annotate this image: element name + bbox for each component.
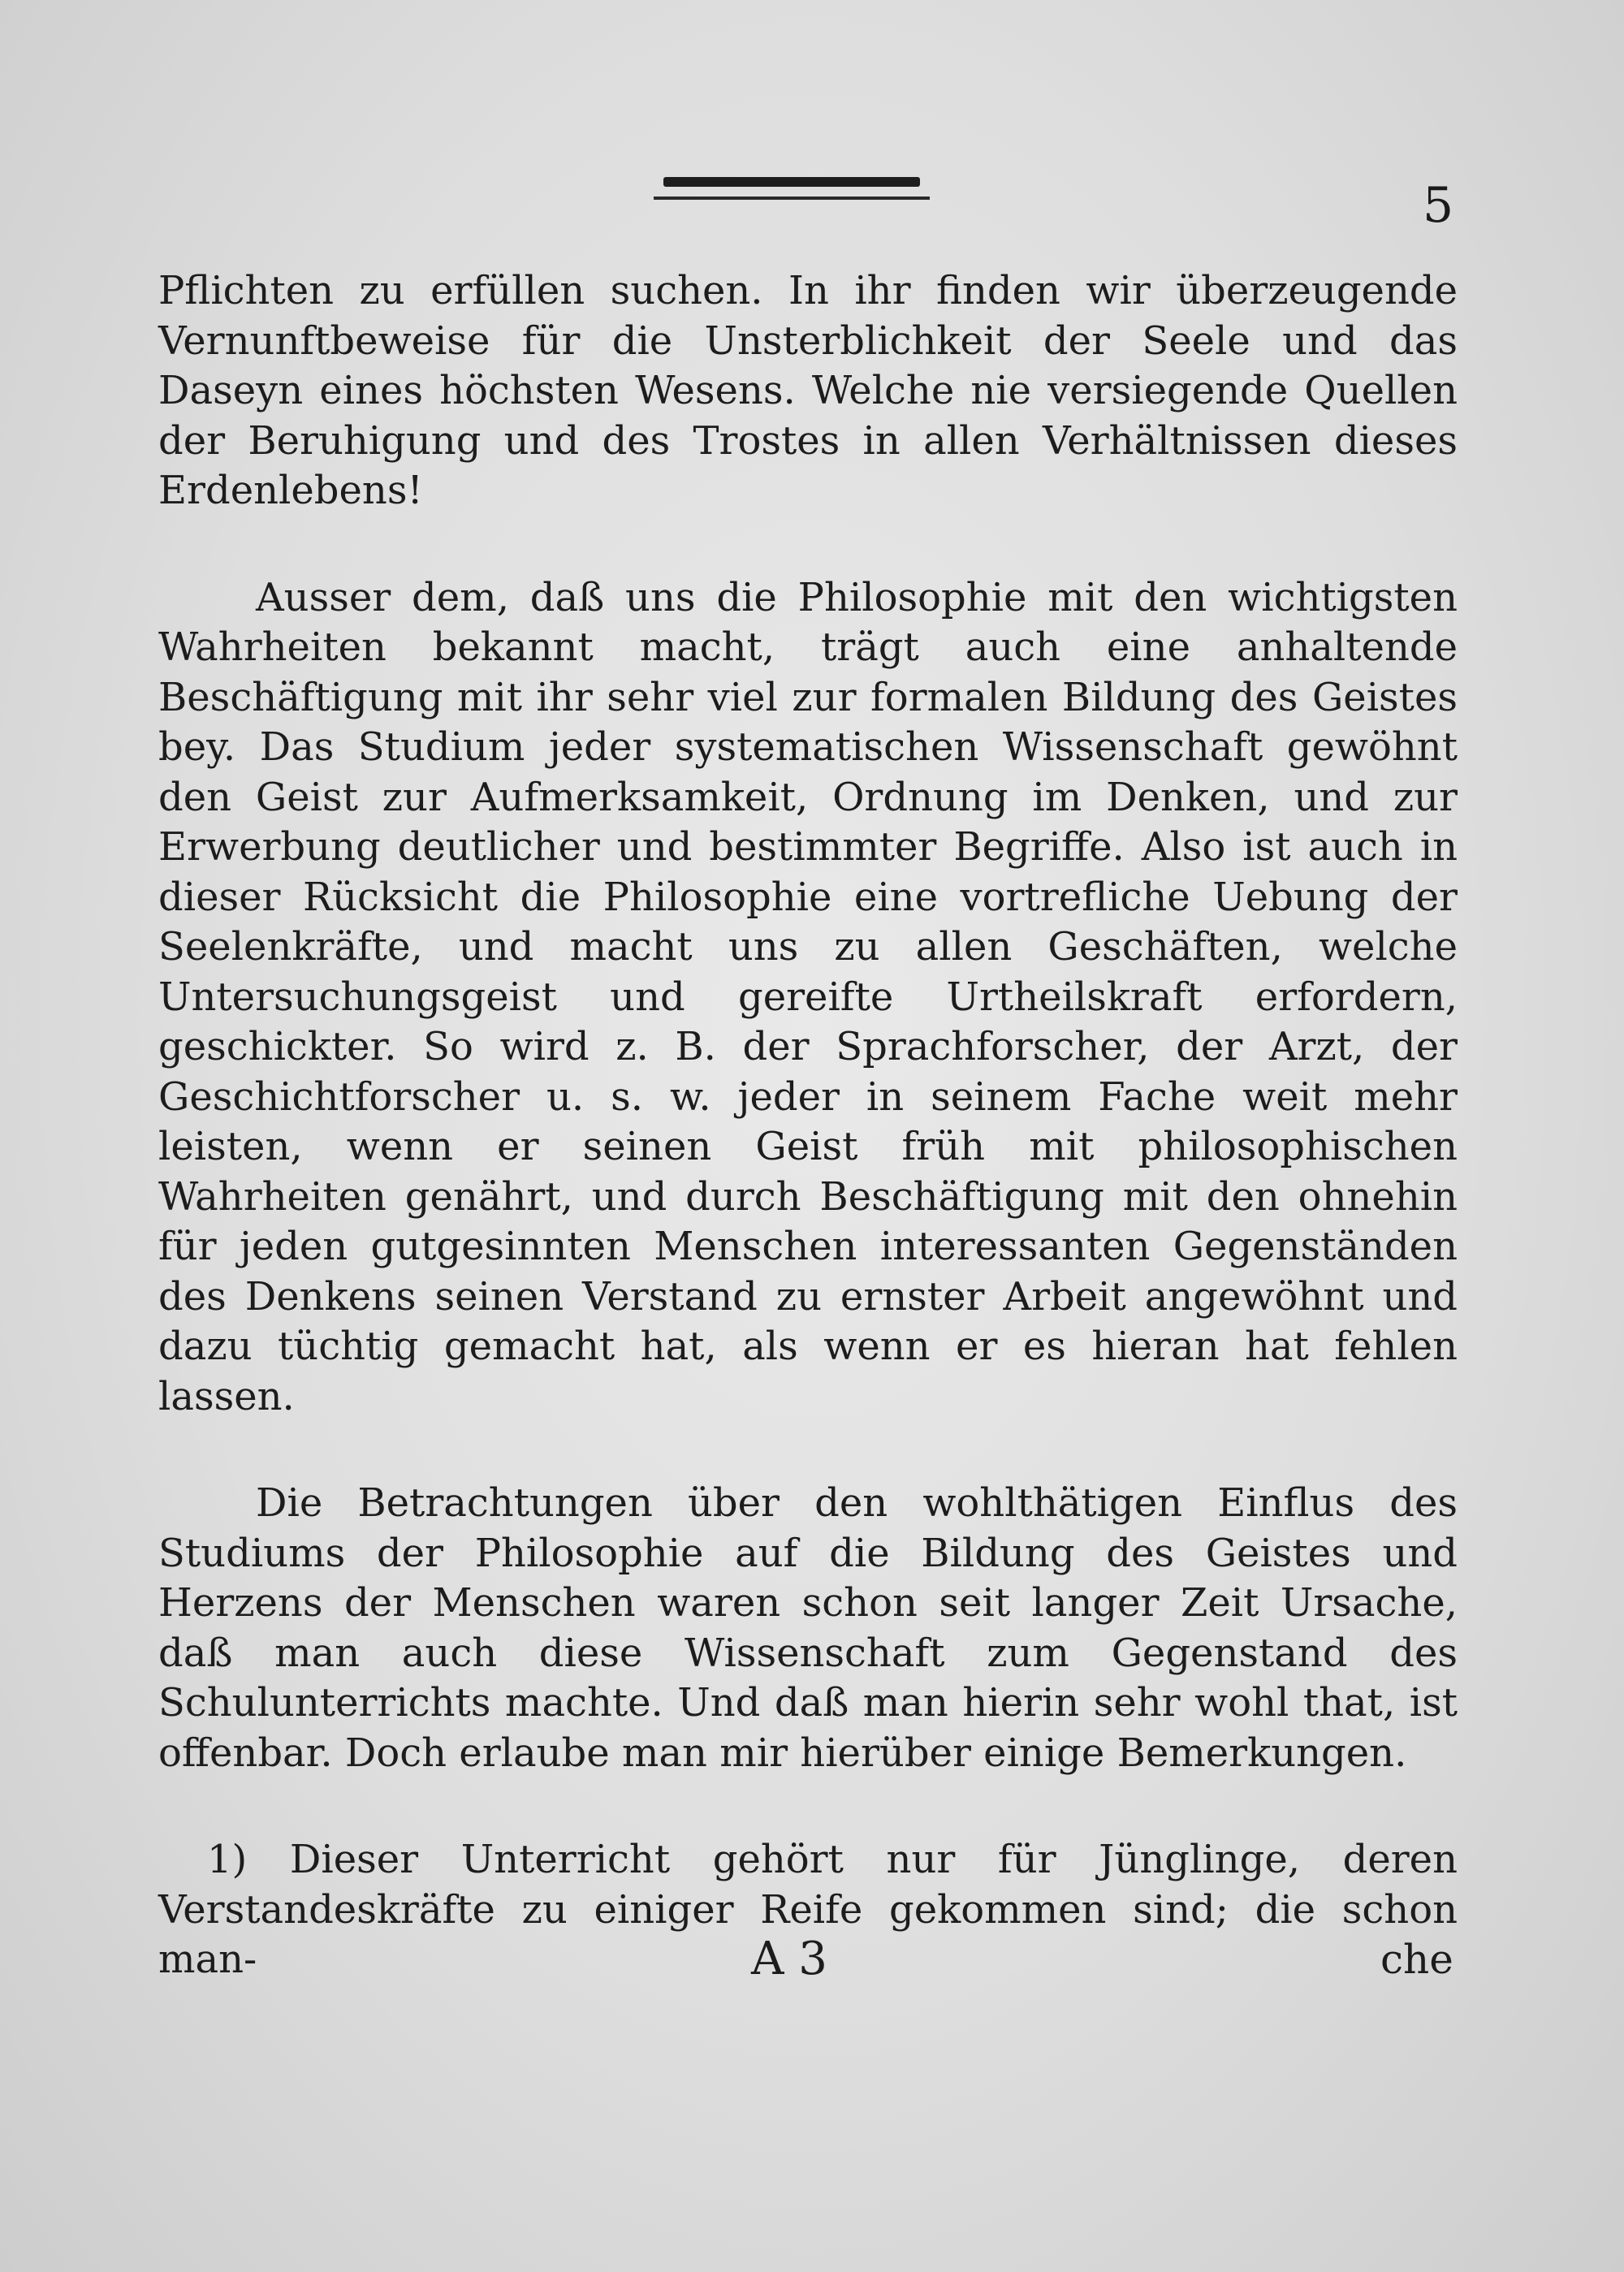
paragraph-gap — [158, 516, 1458, 573]
signature-mark: A 3 — [751, 1933, 827, 1985]
header-rule-thick-line — [663, 177, 920, 187]
page-number: 5 — [1423, 177, 1454, 234]
paragraph-gap — [158, 1422, 1458, 1479]
paragraph-2: Ausser dem, daß uns die Philosophie mit den wichtigsten Wahrheiten bekannt macht, trägt auch eine anhaltende Beschäftigung mit ihr sehr viel zur formalen Bildung des Geistes bey. Das Studium jeder systematischen Wissenschaft gewöhnt den Geist zur Aufmerksamkeit, Ordnung im Denken, und zur Erwerbung deutlicher und bestimmter Begriffe. Also ist auch in dieser Rücksicht die Philosophie eine vortrefliche Uebung der Seelenkräfte, und macht uns zu allen Geschäften, welche Untersuchungsgeist und gereifte Urtheilskraft erfordern, geschickter. So wird z. B. der Sprachforscher, der Arzt, der Geschichtforscher u. s. w. jeder in seinem Fache weit mehr leisten, wenn er seinen Geist früh mit philosophischen Wahrheiten genährt, und durch Beschäftigung mit den ohnehin für jeden gutgesinnten Menschen interessanten Gegenständen des Denkens seinen Verstand zu ernster Arbeit angewöhnt und dazu tüchtig gemacht hat, als wenn er es hieran hat fehlen lassen. — [158, 574, 1458, 1419]
body-text — [158, 266, 1458, 1985]
paragraph-gap — [158, 1778, 1458, 1835]
header-rule — [654, 177, 930, 206]
header-rule-thin-line — [654, 197, 930, 200]
paragraph-1: Pflichten zu erfüllen suchen. In ihr finden wir überzeugende Vernunftbeweise für die Unsterblichkeit der Seele und das Daseyn eines höchsten Wesens. Welche nie versiegende Quellen der Beruhigung und des Trostes in allen Verhältnissen dieses Erdenlebens! — [158, 268, 1458, 513]
paragraph-4-numbered: 1) Dieser Unterricht gehört nur für Jünglinge, deren Verstandeskräfte zu einiger Reife gekommen sind; die schon man- — [158, 1837, 1458, 1982]
catchword: che — [1380, 1936, 1453, 1983]
paragraph-3: Die Betrachtungen über den wohlthätigen Einflus des Studiums der Philosophie auf die Bildung des Geistes und Herzens der Menschen waren schon seit langer Zeit Ursache, daß man auch diese Wissenschaft zum Gegenstand des Schulunterrichts machte. Und daß man hierin sehr wohl that, ist offenbar. Doch erlaube man mir hierüber einige Bemerkungen. — [158, 1480, 1458, 1776]
